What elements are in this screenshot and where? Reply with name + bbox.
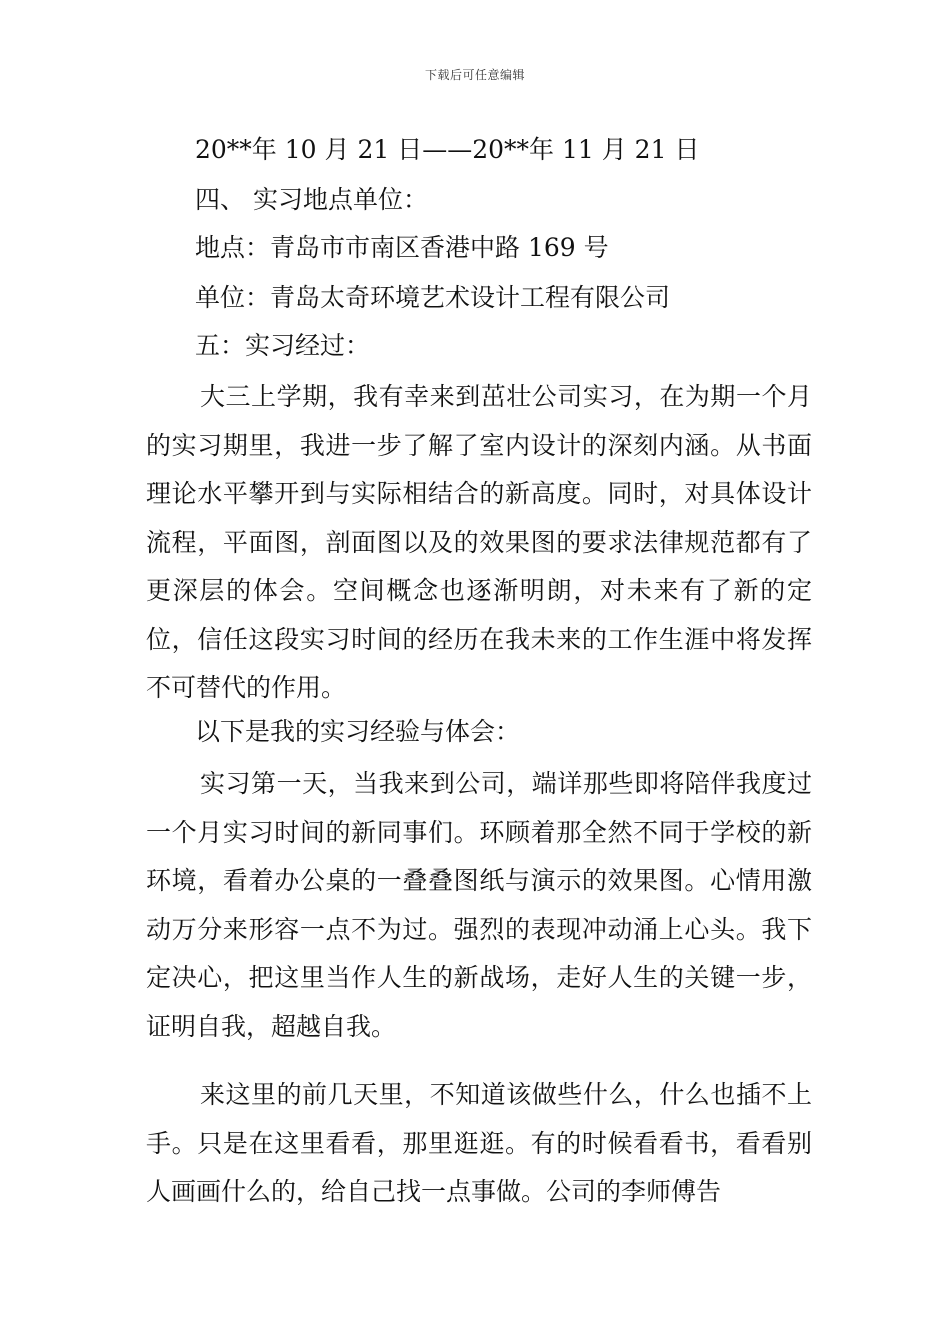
unit-line: 单位：青岛太奇环境艺术设计工程有限公司 <box>195 283 671 312</box>
experience-list-intro: 以下是我的实习经验与体会： <box>195 717 521 746</box>
paragraph-first-days: 来这里的前几天里，不知道该做些什么，什么也插不上手。只是在这里看看，那里逛逛。有的时候看看书，看看别人画画什么的，给自己找一点事做。公司的李师傅告 <box>146 1080 812 1206</box>
page-header-note: 下载后可任意编辑 <box>424 68 525 82</box>
location-line: 地点：青岛市市南区香港中路 169 号 <box>195 233 609 262</box>
internship-date-range: 20**年 10 月 21 日——20**年 11 月 21 日 <box>195 135 700 164</box>
paragraph-experience-intro: 大三上学期，我有幸来到茁壮公司实习，在为期一个月的实习期里，我进一步了解了室内设计的深刻内涵。从书面理论水平攀开到与实际相结合的新高度。同时，对具体设计流程，平面图，剖面图以及的效果图的要求法律规范都有了更深层的体会。空间概念也逐渐明朗，对未来有了新的定位，信任这段实习时间的经历在我未来的工作生涯中将发挥不可替代的作用。 <box>146 382 812 702</box>
paragraph-first-day: 实习第一天，当我来到公司，端详那些即将陪伴我度过一个月实习时间的新同事们。环顾着那全然不同于学校的新环境，看着办公桌的一叠叠图纸与演示的效果图。心情用激动万分来形容一点不为过。强烈的表现冲动涌上心头。我下定决心，把这里当作人生的新战场，走好人生的关键一步，证明自我，超越自我。 <box>146 769 812 1041</box>
section-5-heading: 五：实习经过： <box>195 331 371 360</box>
section-4-heading: 四、 实习地点单位： <box>195 185 428 214</box>
